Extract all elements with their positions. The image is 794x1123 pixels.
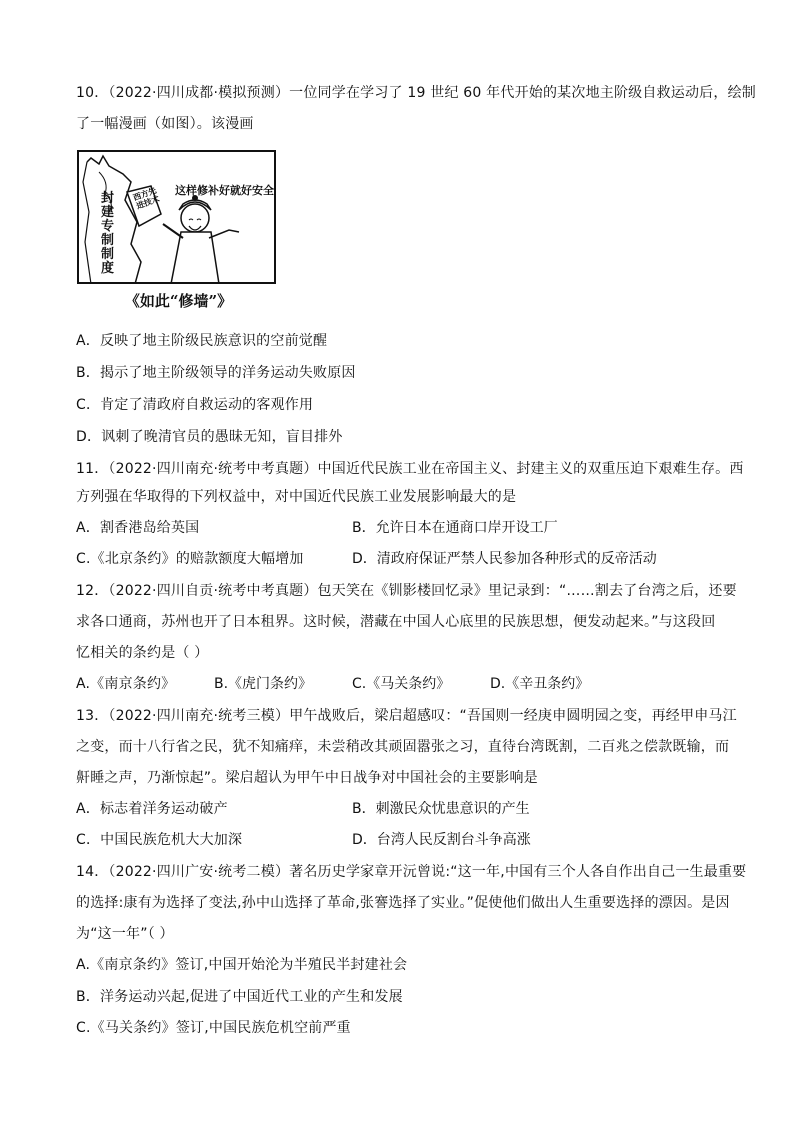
cartoon-title: 《如此“修墙”》 (124, 292, 233, 310)
q13-stem-line3: 鼾睡之声，乃渐惊起”。梁启超认为甲午中日战争对中国社会的主要影响是 (76, 770, 538, 786)
q13-stem-line1: 13．（2022·四川南充·统考三模）甲午战败后，梁启超感叹：“吾国则一经庚申圆明园之变，再经甲申马江 (76, 708, 737, 724)
q10-stem-line2: 了一幅漫画（如图）。该漫画 (76, 116, 254, 132)
q10-cartoon (77, 150, 280, 315)
q10-option-a[interactable]: A．反映了地主阶级民族意识的空前觉醒 (76, 333, 328, 349)
q10-option-b[interactable]: B．揭示了地主阶级领导的洋务运动失败原因 (76, 365, 356, 381)
q14-stem-line1: 14．（2022·四川广安·统考二模）著名历史学家章开沅曾说:“这一年,中国有三个人各自作出自己一生最重要 (76, 864, 747, 880)
q11-stem-line2: 方列强在华取得的下列权益中，对中国近代民族工业发展影响最大的是 (76, 489, 517, 505)
q12-option-d[interactable]: D.《辛丑条约》 (490, 676, 590, 692)
q10-stem-line1: 10．（2022·四川成都·模拟预测）一位同学在学习了 19 世纪 60 年代开始的某次地主阶级自救运动后，绘制 (76, 85, 756, 101)
q10-option-d[interactable]: D．讽刺了晚清官员的愚昧无知，盲目排外 (76, 429, 343, 445)
q14-stem-line2: 的选择:康有为选择了变法,孙中山选择了革命,张謇选择了实业。”促使他们做出人生重要选择的漂因。是因 (76, 895, 730, 911)
cartoon-patch-label: 西方先进技术 (132, 185, 161, 211)
q14-option-c[interactable]: C.《马关条约》签订,中国民族危机空前严重 (76, 1020, 351, 1036)
q13-option-d[interactable]: D．台湾人民反割台斗争高涨 (352, 832, 531, 848)
q11-option-c[interactable]: C.《北京条约》的赔款额度大幅增加 (76, 551, 304, 567)
q13-option-a[interactable]: A．标志着洋务运动破产 (76, 801, 228, 817)
q14-option-b[interactable]: B．洋务运动兴起,促进了中国近代工业的产生和发展 (76, 989, 403, 1005)
cartoon-frame (77, 150, 276, 284)
q12-option-a[interactable]: A.《南京条约》 (76, 676, 176, 692)
q14-option-a[interactable]: A.《南京条约》签订,中国开始沦为半殖民半封建社会 (76, 957, 408, 973)
q13-option-c[interactable]: C．中国民族危机大大加深 (76, 832, 243, 848)
q12-stem-line1: 12．（2022·四川自贡·统考中考真题）包天笑在《钏影楼回忆录》里记录到：“……割去了台湾之后，还要 (76, 583, 737, 599)
q12-stem-line2: 求各口通商，苏州也开了日本租界。这时候，潜藏在中国人心底里的民族思想，便发动起来。”与这段回 (76, 614, 716, 630)
q12-option-b[interactable]: B.《虎门条约》 (214, 676, 313, 692)
q11-option-b[interactable]: B．允许日本在通商口岸开设工厂 (352, 520, 558, 536)
cartoon-wall-label: 封建专制制度 (101, 191, 115, 276)
q11-stem-line1: 11．（2022·四川南充·统考中考真题）中国近代民族工业在帝国主义、封建主义的双重压迫下艰难生存。西 (76, 461, 744, 477)
cartoon-speech-text: 这样修补好就好安全 (175, 184, 274, 197)
q10-option-c[interactable]: C．肯定了清政府自救运动的客观作用 (76, 397, 314, 413)
q14-stem-line3: 为“这一年”（ ） (76, 926, 174, 942)
q13-option-b[interactable]: B．刺激民众忧患意识的产生 (352, 801, 530, 817)
q12-option-c[interactable]: C.《马关条约》 (352, 676, 451, 692)
q13-stem-line2: 之变，而十八行省之民，犹不知痛痒，未尝稍改其顽固嚣张之习，直待台湾既割，二百兆之偿款既输，而 (76, 739, 730, 755)
q11-option-a[interactable]: A．割香港岛给英国 (76, 520, 200, 536)
q11-option-d[interactable]: D．清政府保证严禁人民参加各种形式的反帝活动 (352, 551, 657, 567)
q12-stem-line3: 忆相关的条约是（ ） (76, 645, 209, 661)
